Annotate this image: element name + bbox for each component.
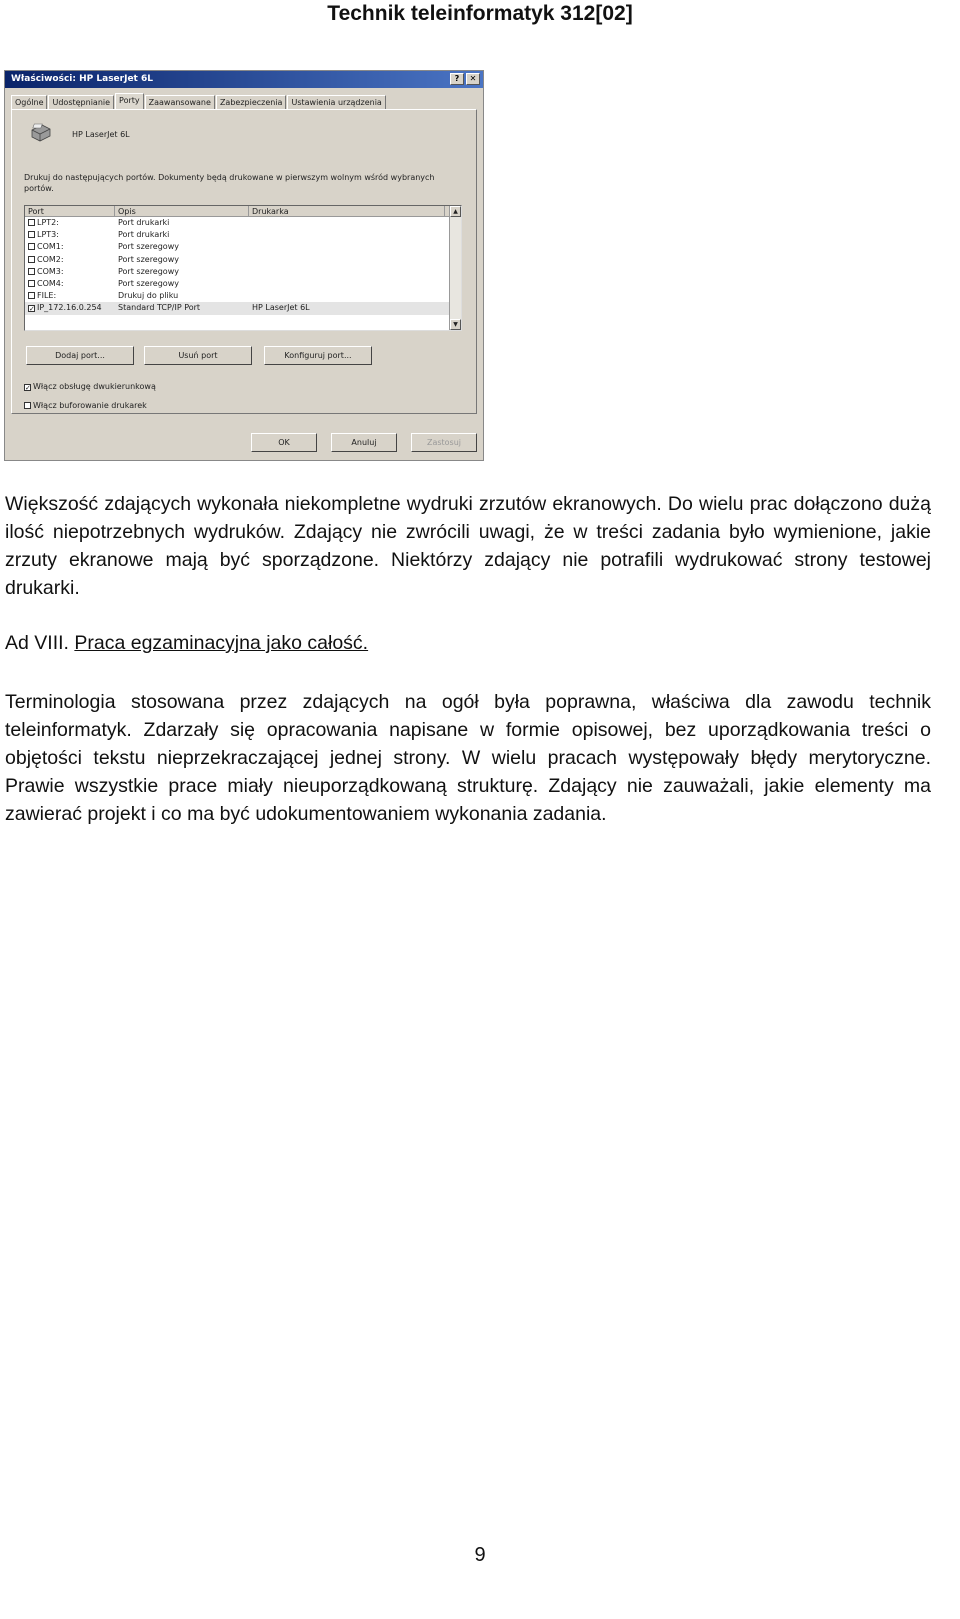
checkbox-icon <box>24 402 31 409</box>
section-heading-title: Praca egzaminacyjna jako całość. <box>74 632 369 654</box>
add-port-button[interactable]: Dodaj port... <box>26 346 134 365</box>
port-list-header <box>25 206 461 217</box>
port-name: COM4: <box>37 278 64 288</box>
ok-button[interactable]: OK <box>251 433 317 452</box>
port-name: LPT3: <box>37 230 59 240</box>
section-heading-prefix: Ad VIII. <box>5 632 69 654</box>
port-row[interactable] <box>25 229 461 241</box>
checkbox-icon[interactable] <box>28 231 35 238</box>
drukarka-cell <box>249 217 445 229</box>
port-cell <box>25 254 115 266</box>
checkbox-icon[interactable] <box>28 280 35 287</box>
dialog-title: Właściwości: HP LaserJet 6L <box>11 74 153 84</box>
port-name: FILE: <box>37 291 57 301</box>
opis-cell: Port drukarki <box>118 218 170 227</box>
port-name: LPT2: <box>37 218 59 227</box>
tab-ustawienia-urzadzenia[interactable]: Ustawienia urządzenia <box>287 95 385 109</box>
opis-cell: Port drukarki <box>118 230 170 240</box>
port-cell <box>25 302 115 314</box>
port-row[interactable] <box>25 290 461 302</box>
port-row[interactable] <box>25 278 461 290</box>
configure-port-button[interactable]: Konfiguruj port... <box>264 346 372 365</box>
drukarka-cell <box>249 290 445 302</box>
opis-cell: Drukuj do pliku <box>118 291 179 301</box>
drukarka-cell <box>249 278 445 290</box>
printer-name: HP LaserJet 6L <box>72 130 130 139</box>
port-name: COM1: <box>37 242 64 252</box>
opis-cell: Port szeregowy <box>118 242 179 252</box>
printer-icon <box>28 122 52 142</box>
port-cell <box>25 241 115 253</box>
port-list-scrollbar[interactable] <box>449 206 461 330</box>
port-name: COM3: <box>37 266 64 276</box>
tab-udostepnianie[interactable]: Udostępnianie <box>48 95 114 109</box>
page-header-title: Technik teleinformatyk 312[02] <box>327 2 633 25</box>
scroll-up-icon[interactable]: ▲ <box>450 206 461 217</box>
port-row[interactable] <box>25 241 461 253</box>
drukarka-cell <box>249 229 445 241</box>
pooling-label: Włącz buforowanie drukarek <box>33 401 147 410</box>
paragraph-terminology: Terminologia stosowana przez zdających na ogół była poprawna, właściwa dla zawodu technik teleinformatyk. Zdarzały się opracowania napisane w formie opisowej, bez uporządkowania treści o objętości tekstu nieprzekraczającej jednej strony. W wielu pracach występowały błędy merytoryczne. Prawie wszystkie prace miały nieuporządkowaną strukturę. Zdający nie zauważali, jakie elementy ma zawierać projekt i co ma być udokumentowaniem wykonania zadania. <box>5 691 931 825</box>
drukarka-cell <box>249 241 445 253</box>
checkbox-checked-icon[interactable]: ✓ <box>29 305 35 314</box>
tab-porty[interactable]: Porty <box>115 93 144 109</box>
port-row[interactable] <box>25 254 461 266</box>
opis-cell: Port szeregowy <box>118 266 179 276</box>
column-header-opis[interactable]: Opis <box>115 206 249 216</box>
port-row[interactable] <box>25 302 461 314</box>
port-cell <box>25 290 115 302</box>
port-list[interactable] <box>24 205 462 331</box>
port-row[interactable] <box>25 217 461 229</box>
printer-properties-dialog <box>4 70 484 461</box>
cancel-button[interactable]: Anuluj <box>331 433 397 452</box>
opis-cell: Port szeregowy <box>118 278 179 288</box>
port-cell <box>25 278 115 290</box>
checkbox-icon[interactable] <box>28 243 35 250</box>
help-button[interactable]: ? <box>450 73 464 85</box>
tab-strip <box>11 95 387 109</box>
drukarka-cell <box>249 254 445 266</box>
port-row[interactable] <box>25 266 461 278</box>
scroll-down-icon[interactable]: ▼ <box>450 319 461 330</box>
checkbox-icon[interactable] <box>28 256 35 263</box>
paragraph-screenshots: Większość zdających wykonała niekompletne wydruki zrzutów ekranowych. Do wielu prac dołączono dużą ilość niepotrzebnych wydruków. Zdający nie zwrócili uwagi, że w treści zadania było wymienione, jakie zrzuty ekranowe mają być sporządzone. Niektórzy zdający nie potrafili wydrukować strony testowej drukarki. <box>5 493 931 599</box>
port-name: COM2: <box>37 254 64 264</box>
page-number: 9 <box>474 1544 486 1566</box>
port-cell <box>25 229 115 241</box>
dialog-title-bar <box>5 71 483 88</box>
port-name: IP_172.16.0.254 <box>37 303 102 313</box>
checkbox-icon[interactable] <box>28 219 35 226</box>
checkbox-icon[interactable] <box>28 268 35 275</box>
checkbox-icon[interactable] <box>28 292 35 299</box>
column-header-drukarka[interactable]: Drukarka <box>249 206 445 216</box>
apply-button[interactable]: Zastosuj <box>411 433 477 452</box>
checkbox-checked-icon: ✓ <box>25 384 31 392</box>
tab-ogolne[interactable]: Ogólne <box>11 95 47 109</box>
opis-cell: Port szeregowy <box>118 254 179 264</box>
drukarka-cell <box>249 266 445 278</box>
pooling-checkbox[interactable] <box>24 401 147 410</box>
bidirectional-label: Włącz obsługę dwukierunkową <box>33 382 156 391</box>
bidirectional-checkbox[interactable] <box>24 382 156 391</box>
section-heading <box>5 632 368 655</box>
opis-cell: Standard TCP/IP Port <box>118 303 201 313</box>
remove-port-button[interactable]: Usuń port <box>144 346 252 365</box>
ports-description: Drukuj do następujących portów. Dokumenty będą drukowane w pierwszym wolnym wśród wybranych portów. <box>24 173 435 193</box>
tab-zabezpieczenia[interactable]: Zabezpieczenia <box>216 95 287 109</box>
column-header-port[interactable]: Port <box>25 206 115 216</box>
close-button[interactable]: ✕ <box>466 73 480 85</box>
port-cell <box>25 217 115 229</box>
port-cell <box>25 266 115 278</box>
drukarka-cell: HP LaserJet 6L <box>252 303 310 313</box>
ports-panel <box>11 109 477 414</box>
tab-zaawansowane[interactable]: Zaawansowane <box>145 95 215 109</box>
